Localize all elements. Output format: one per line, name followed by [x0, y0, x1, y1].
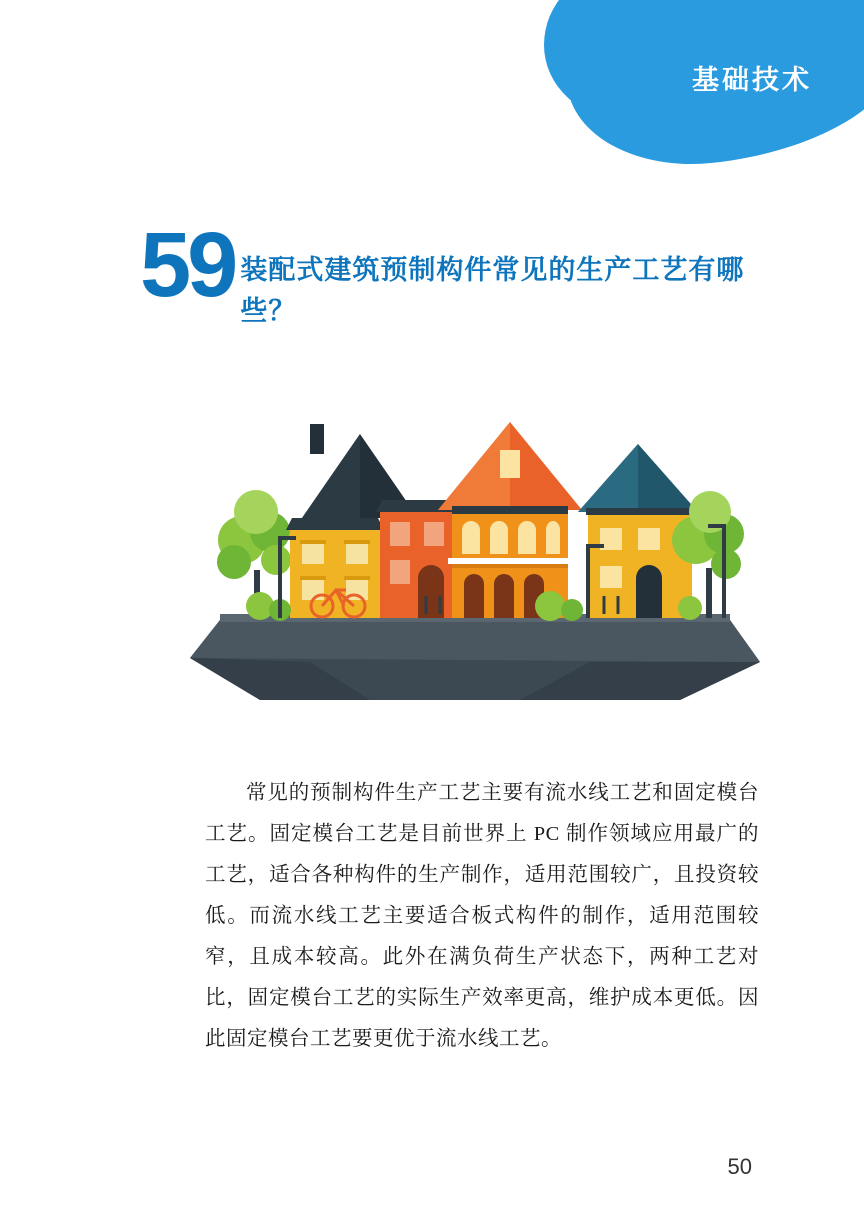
question-heading: [140, 214, 760, 331]
chapter-label: 基础技术: [692, 65, 812, 95]
house-icon: [438, 422, 582, 618]
house-icon: [376, 500, 456, 618]
house-icon: [286, 518, 384, 618]
page-number: 50: [727, 1154, 752, 1179]
body-paragraph: 常见的预制构件生产工艺主要有流水线工艺和固定模台工艺。固定模台工艺是目前世界上 PC 制作领域应用最广的工艺，适合各种构件的生产制作，适用范围较广，且投资较低。而流水线工艺主要适合板式构件的制作，适用范围较窄，且成本较高。此外在满负荷生产状态下，两种工艺对比，固定模台工艺的实际生产效率更高，维护成本更低。因此固定模台工艺要更优于流水线工艺。: [205, 781, 759, 1050]
question-title: 装配式建筑预制构件常见的生产工艺有哪些？: [240, 255, 745, 326]
street-scene-illustration: [190, 400, 760, 710]
ground-platform: [190, 614, 760, 700]
question-number: 59: [140, 214, 235, 316]
illustration: [190, 400, 760, 710]
